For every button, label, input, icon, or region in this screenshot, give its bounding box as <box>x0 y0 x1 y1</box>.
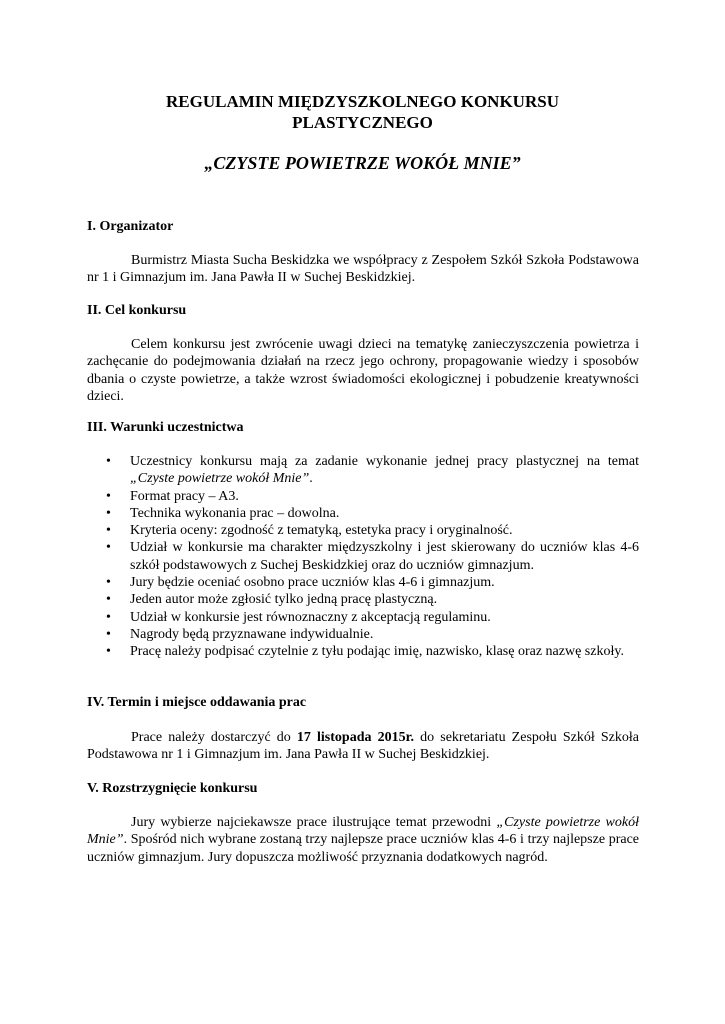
bullet-icon: • <box>106 505 111 521</box>
bullet-icon: • <box>106 540 111 556</box>
section-heading-resolution: V. Rozstrzygnięcie konkursu <box>87 781 258 796</box>
document-title-line1: REGULAMIN MIĘDZYSZKOLNEGO KONKURSU <box>166 92 559 111</box>
deadline-paragraph: Prace należy dostarczyć do 17 listopada 2015r. do sekretariatu Zespołu Szkół Szkoła Podstawowa nr 1 i Gimnazjum im. Jana Pawła II w Suchej Beskidzkiej. <box>87 730 639 763</box>
list-item: • Udział w konkursie ma charakter międzyszkolny i jest skierowany do uczniów klas 4-6 szkół podstawowych z Suchej Beskidzkiej oraz do uczniów gimnazjum. <box>106 540 639 573</box>
bullet-icon: • <box>106 626 111 642</box>
list-item: • Jury będzie oceniać osobno prace uczniów klas 4-6 i gimnazjum. <box>106 575 495 591</box>
bullet-icon: • <box>106 609 111 625</box>
section-heading-organizer: I. Organizator <box>87 219 174 234</box>
list-item: • Udział w konkursie jest równoznaczny z akceptacją regulaminu. <box>106 609 491 625</box>
bullet-icon: • <box>106 575 111 591</box>
section-heading-conditions: III. Warunki uczestnictwa <box>87 420 244 435</box>
organizer-paragraph: Burmistrz Miasta Sucha Beskidzka we współpracy z Zespołem Szkół Szkoła Podstawowa nr 1 i Gimnazjum im. Jana Pawła II w Suchej Beskidzkiej. <box>87 253 639 286</box>
section-heading-goal: II. Cel konkursu <box>87 303 187 318</box>
goal-paragraph: Celem konkursu jest zwrócenie uwagi dzieci na tematykę zanieczyszczenia powietrza i zachęcanie do podejmowania działań na rzecz jego ochrony, propagowanie wiedzy i sposobów dbania o czyste powietrze, a także wzrost świadomości ekologicznej i pobudzenie kreatywności dzieci. <box>87 337 639 404</box>
deadline-date: 17 listopada 2015r. <box>296 730 415 745</box>
bullet-icon: • <box>106 488 111 504</box>
list-item: • Pracę należy podpisać czytelnie z tyłu podając imię, nazwisko, klasę oraz nazwę szkoły. <box>106 644 624 660</box>
list-item: • Nagrody będą przyznawane indywidualnie. <box>106 626 374 642</box>
list-item: • Format pracy – A3. <box>106 488 239 504</box>
document-title-line2: PLASTYCZNEGO <box>292 113 433 132</box>
bullet-icon: • <box>106 454 111 469</box>
bullet-icon: • <box>106 523 111 539</box>
list-item: • Kryteria oceny: zgodność z tematyką, estetyka pracy i oryginalność. <box>106 523 513 539</box>
competition-name: „CZYSTE POWIETRZE WOKÓŁ MNIE” <box>204 153 521 173</box>
resolution-paragraph: Jury wybierze najciekawsze prace ilustrujące temat przewodni „Czyste powietrze wokół Mnie”. Spośród nich wybrane zostaną trzy najlepsze prace uczniów klas 4-6 i trzy najlepsze prace uczniów gimnazjum. Jury dopuszcza możliwość przyznania dodatkowych nagród. <box>87 815 639 865</box>
bullet-icon: • <box>106 644 111 660</box>
list-item: • Technika wykonania prac – dowolna. <box>106 505 340 521</box>
conditions-list <box>87 453 639 661</box>
list-item: • Uczestnicy konkursu mają za zadanie wykonanie jednej pracy plastycznej na temat „Czyste powietrze wokół Mnie”. <box>106 454 639 487</box>
list-item: • Jeden autor może zgłosić tylko jedną pracę plastyczną. <box>106 592 438 608</box>
bullet-icon: • <box>106 592 111 608</box>
section-heading-deadline: IV. Termin i miejsce oddawania prac <box>87 695 307 710</box>
